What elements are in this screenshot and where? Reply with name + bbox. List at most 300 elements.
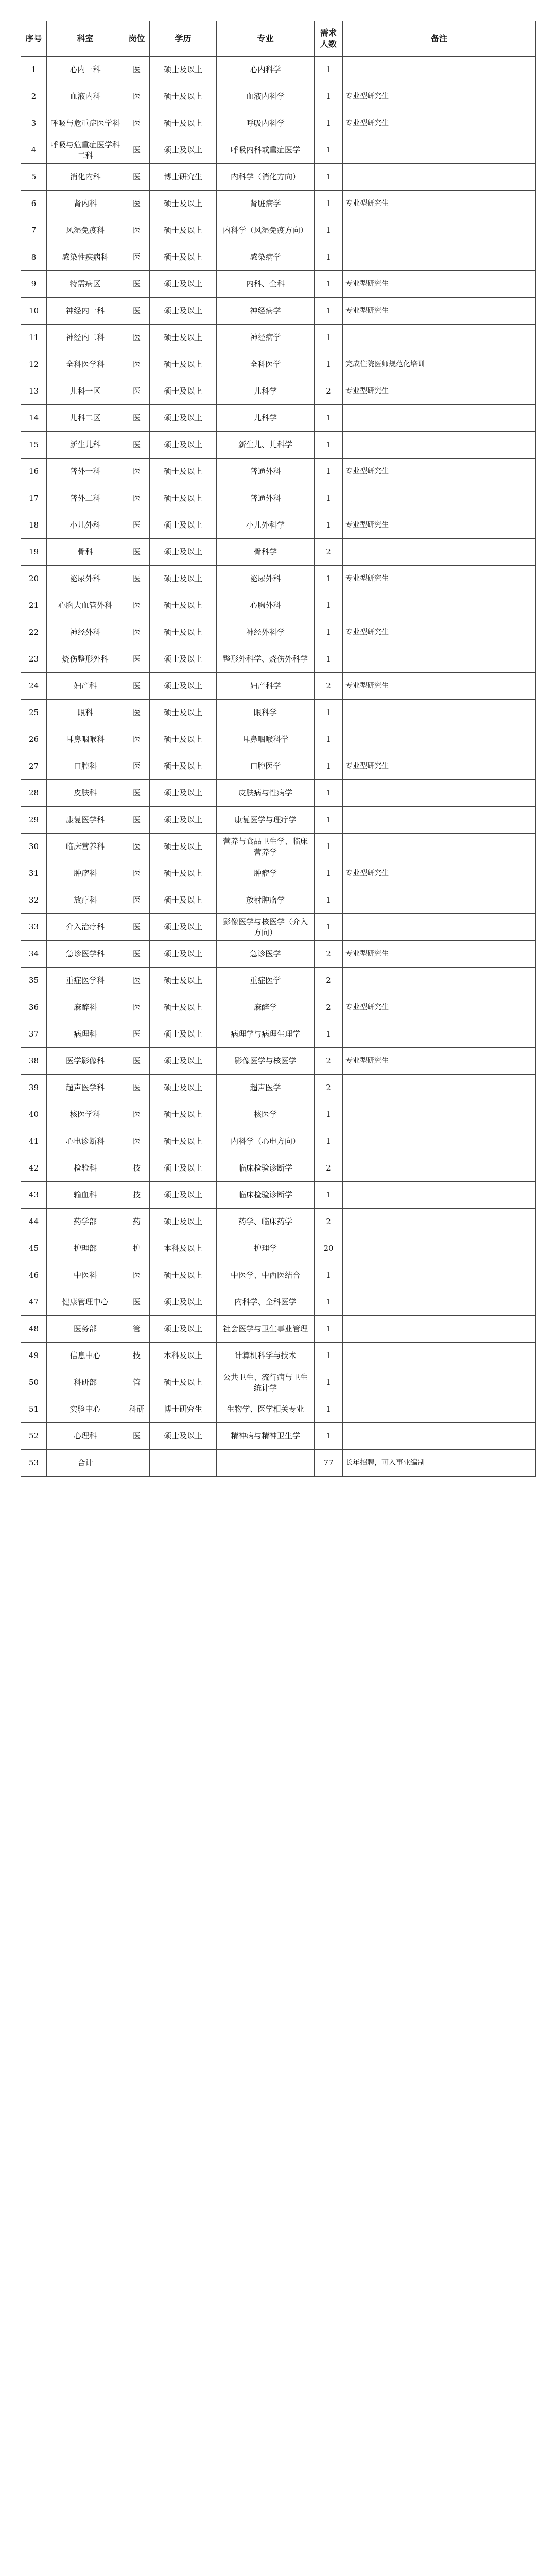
cell-col-remarks: 专业型研究生 bbox=[343, 512, 536, 539]
cell-col-no: 37 bbox=[21, 1021, 47, 1048]
cell-col-major: 生物学、医学相关专业 bbox=[217, 1396, 315, 1423]
cell-col-education: 博士研究生 bbox=[150, 164, 217, 191]
cell-col-count: 1 bbox=[315, 1316, 343, 1343]
cell-col-education: 硕士及以上 bbox=[150, 1423, 217, 1450]
header-col-post: 岗位 bbox=[124, 21, 150, 57]
cell-col-education: 硕士及以上 bbox=[150, 57, 217, 83]
cell-col-major: 临床检验诊断学 bbox=[217, 1182, 315, 1209]
cell-col-count: 1 bbox=[315, 914, 343, 941]
table-row bbox=[21, 459, 536, 485]
cell-col-remarks: 专业型研究生 bbox=[343, 271, 536, 298]
table-row bbox=[21, 619, 536, 646]
cell-col-major: 神经病学 bbox=[217, 325, 315, 351]
table-row bbox=[21, 325, 536, 351]
cell-col-major: 内科学（消化方向） bbox=[217, 164, 315, 191]
cell-col-major: 肾脏病学 bbox=[217, 191, 315, 217]
cell-col-count: 2 bbox=[315, 994, 343, 1021]
cell-col-remarks bbox=[343, 1316, 536, 1343]
table-row bbox=[21, 1343, 536, 1369]
table-row bbox=[21, 1316, 536, 1343]
cell-col-no: 45 bbox=[21, 1235, 47, 1262]
cell-col-no: 49 bbox=[21, 1343, 47, 1369]
cell-col-department: 特需病区 bbox=[47, 271, 124, 298]
cell-col-remarks: 专业型研究生 bbox=[343, 459, 536, 485]
cell-col-post: 技 bbox=[124, 1343, 150, 1369]
table-row bbox=[21, 1128, 536, 1155]
cell-col-no: 19 bbox=[21, 539, 47, 566]
cell-col-post: 医 bbox=[124, 941, 150, 968]
table-row bbox=[21, 1075, 536, 1101]
cell-col-remarks: 专业型研究生 bbox=[343, 566, 536, 592]
cell-col-education: 硕士及以上 bbox=[150, 1369, 217, 1396]
cell-col-count: 1 bbox=[315, 1128, 343, 1155]
cell-col-no: 10 bbox=[21, 298, 47, 325]
cell-col-department: 风湿免疫科 bbox=[47, 217, 124, 244]
cell-col-education: 硕士及以上 bbox=[150, 512, 217, 539]
cell-col-department: 神经内二科 bbox=[47, 325, 124, 351]
cell-col-count: 2 bbox=[315, 1155, 343, 1182]
cell-col-department: 小儿外科 bbox=[47, 512, 124, 539]
cell-col-major: 神经病学 bbox=[217, 298, 315, 325]
table-row bbox=[21, 271, 536, 298]
cell-col-remarks: 专业型研究生 bbox=[343, 673, 536, 700]
cell-col-department: 骨科 bbox=[47, 539, 124, 566]
cell-col-education: 硕士及以上 bbox=[150, 325, 217, 351]
cell-col-count: 1 bbox=[315, 485, 343, 512]
cell-col-major: 超声医学 bbox=[217, 1075, 315, 1101]
table-row bbox=[21, 941, 536, 968]
cell-col-education: 硕士及以上 bbox=[150, 405, 217, 432]
cell-col-education: 硕士及以上 bbox=[150, 1289, 217, 1316]
cell-col-department: 心胸大血管外科 bbox=[47, 592, 124, 619]
cell-col-post: 技 bbox=[124, 1182, 150, 1209]
cell-col-remarks bbox=[343, 57, 536, 83]
cell-col-remarks bbox=[343, 592, 536, 619]
recruitment-table bbox=[21, 21, 536, 1477]
cell-col-major: 计算机科学与技术 bbox=[217, 1343, 315, 1369]
cell-col-department: 口腔科 bbox=[47, 753, 124, 780]
cell-col-no: 25 bbox=[21, 700, 47, 726]
cell-col-department: 皮肤科 bbox=[47, 780, 124, 807]
cell-col-major: 耳鼻咽喉科学 bbox=[217, 726, 315, 753]
cell-col-no: 31 bbox=[21, 860, 47, 887]
cell-col-no: 14 bbox=[21, 405, 47, 432]
cell-col-education: 硕士及以上 bbox=[150, 217, 217, 244]
cell-col-count: 1 bbox=[315, 1101, 343, 1128]
cell-col-department: 耳鼻咽喉科 bbox=[47, 726, 124, 753]
cell-col-remarks: 专业型研究生 bbox=[343, 753, 536, 780]
cell-col-no: 15 bbox=[21, 432, 47, 459]
cell-col-post: 医 bbox=[124, 673, 150, 700]
cell-col-major: 中医学、中西医结合 bbox=[217, 1262, 315, 1289]
table-row bbox=[21, 673, 536, 700]
cell-col-major: 小儿外科学 bbox=[217, 512, 315, 539]
table-row bbox=[21, 512, 536, 539]
cell-col-no: 26 bbox=[21, 726, 47, 753]
cell-col-department: 合计 bbox=[47, 1450, 124, 1477]
cell-col-no: 34 bbox=[21, 941, 47, 968]
cell-col-count: 1 bbox=[315, 459, 343, 485]
cell-col-major: 皮肤病与性病学 bbox=[217, 780, 315, 807]
cell-col-education: 硕士及以上 bbox=[150, 485, 217, 512]
cell-col-education: 硕士及以上 bbox=[150, 1021, 217, 1048]
cell-col-major: 儿科学 bbox=[217, 405, 315, 432]
cell-col-post: 医 bbox=[124, 780, 150, 807]
cell-col-department: 心内一科 bbox=[47, 57, 124, 83]
cell-col-count: 2 bbox=[315, 1209, 343, 1235]
cell-col-major: 呼吸内科学 bbox=[217, 110, 315, 137]
table-row bbox=[21, 807, 536, 834]
cell-col-post: 医 bbox=[124, 887, 150, 914]
cell-col-major: 整形外科学、烧伤外科学 bbox=[217, 646, 315, 673]
cell-col-remarks: 专业型研究生 bbox=[343, 860, 536, 887]
header-row bbox=[21, 21, 536, 57]
cell-col-no: 48 bbox=[21, 1316, 47, 1343]
cell-col-post: 医 bbox=[124, 1075, 150, 1101]
cell-col-department: 泌尿外科 bbox=[47, 566, 124, 592]
cell-col-post: 医 bbox=[124, 1423, 150, 1450]
cell-col-education: 硕士及以上 bbox=[150, 137, 217, 164]
cell-col-education: 硕士及以上 bbox=[150, 566, 217, 592]
table-row bbox=[21, 244, 536, 271]
cell-col-no: 16 bbox=[21, 459, 47, 485]
cell-col-major: 护理学 bbox=[217, 1235, 315, 1262]
cell-col-remarks bbox=[343, 726, 536, 753]
cell-col-remarks: 专业型研究生 bbox=[343, 1048, 536, 1075]
table-body bbox=[21, 57, 536, 1477]
cell-col-department: 普外二科 bbox=[47, 485, 124, 512]
cell-col-post: 管 bbox=[124, 1369, 150, 1396]
header-col-count: 需求人数 bbox=[315, 21, 343, 57]
cell-col-no: 46 bbox=[21, 1262, 47, 1289]
header-col-no: 序号 bbox=[21, 21, 47, 57]
cell-col-count: 1 bbox=[315, 619, 343, 646]
cell-col-count: 1 bbox=[315, 432, 343, 459]
cell-col-no: 32 bbox=[21, 887, 47, 914]
cell-col-post: 医 bbox=[124, 485, 150, 512]
cell-col-major: 儿科学 bbox=[217, 378, 315, 405]
cell-col-department: 护理部 bbox=[47, 1235, 124, 1262]
cell-col-major: 心胸外科 bbox=[217, 592, 315, 619]
cell-col-education: 硕士及以上 bbox=[150, 271, 217, 298]
cell-col-post: 药 bbox=[124, 1209, 150, 1235]
cell-col-post: 医 bbox=[124, 1289, 150, 1316]
cell-col-count: 2 bbox=[315, 673, 343, 700]
cell-col-department: 检验科 bbox=[47, 1155, 124, 1182]
cell-col-count: 1 bbox=[315, 405, 343, 432]
cell-col-count: 1 bbox=[315, 1396, 343, 1423]
cell-col-count: 1 bbox=[315, 700, 343, 726]
cell-col-major: 麻醉学 bbox=[217, 994, 315, 1021]
cell-col-major: 病理学与病理生理学 bbox=[217, 1021, 315, 1048]
cell-col-post: 技 bbox=[124, 1155, 150, 1182]
cell-col-major: 内科学、全科医学 bbox=[217, 1289, 315, 1316]
table-row bbox=[21, 1235, 536, 1262]
table-row bbox=[21, 646, 536, 673]
cell-col-post: 医 bbox=[124, 700, 150, 726]
cell-col-department: 放疗科 bbox=[47, 887, 124, 914]
cell-col-major: 放射肿瘤学 bbox=[217, 887, 315, 914]
cell-col-no: 33 bbox=[21, 914, 47, 941]
cell-col-major: 肿瘤学 bbox=[217, 860, 315, 887]
cell-col-education: 硕士及以上 bbox=[150, 860, 217, 887]
cell-col-department: 超声医学科 bbox=[47, 1075, 124, 1101]
table-row bbox=[21, 994, 536, 1021]
cell-col-post: 医 bbox=[124, 512, 150, 539]
cell-col-count: 1 bbox=[315, 726, 343, 753]
table-row bbox=[21, 298, 536, 325]
cell-col-education: 硕士及以上 bbox=[150, 1209, 217, 1235]
cell-col-department: 呼吸与危重症医学科 bbox=[47, 110, 124, 137]
cell-col-major: 急诊医学 bbox=[217, 941, 315, 968]
cell-col-post: 医 bbox=[124, 244, 150, 271]
cell-col-education: 硕士及以上 bbox=[150, 753, 217, 780]
cell-col-department: 临床营养科 bbox=[47, 834, 124, 860]
cell-col-count: 1 bbox=[315, 351, 343, 378]
cell-col-remarks bbox=[343, 1423, 536, 1450]
cell-col-post: 医 bbox=[124, 271, 150, 298]
cell-col-department: 肿瘤科 bbox=[47, 860, 124, 887]
cell-col-no: 53 bbox=[21, 1450, 47, 1477]
cell-col-major: 感染病学 bbox=[217, 244, 315, 271]
cell-col-remarks bbox=[343, 780, 536, 807]
cell-col-no: 51 bbox=[21, 1396, 47, 1423]
table-row bbox=[21, 1209, 536, 1235]
table-row bbox=[21, 83, 536, 110]
cell-col-no: 13 bbox=[21, 378, 47, 405]
cell-col-no: 12 bbox=[21, 351, 47, 378]
cell-col-count: 1 bbox=[315, 512, 343, 539]
cell-col-count: 1 bbox=[315, 1423, 343, 1450]
cell-col-department: 重症医学科 bbox=[47, 968, 124, 994]
table-row bbox=[21, 700, 536, 726]
table-row bbox=[21, 1450, 536, 1477]
cell-col-remarks bbox=[343, 1369, 536, 1396]
cell-col-count: 2 bbox=[315, 1048, 343, 1075]
cell-col-education: 硕士及以上 bbox=[150, 807, 217, 834]
cell-col-remarks bbox=[343, 244, 536, 271]
table-row bbox=[21, 1396, 536, 1423]
cell-col-count: 1 bbox=[315, 753, 343, 780]
cell-col-education: 本科及以上 bbox=[150, 1343, 217, 1369]
cell-col-major: 精神病与精神卫生学 bbox=[217, 1423, 315, 1450]
table-row bbox=[21, 432, 536, 459]
cell-col-remarks bbox=[343, 539, 536, 566]
cell-col-department: 病理科 bbox=[47, 1021, 124, 1048]
cell-col-no: 2 bbox=[21, 83, 47, 110]
cell-col-major: 妇产科学 bbox=[217, 673, 315, 700]
cell-col-education: 硕士及以上 bbox=[150, 1262, 217, 1289]
cell-col-department: 心电诊断科 bbox=[47, 1128, 124, 1155]
table-row bbox=[21, 780, 536, 807]
table-row bbox=[21, 887, 536, 914]
cell-col-no: 43 bbox=[21, 1182, 47, 1209]
cell-col-education: 硕士及以上 bbox=[150, 1048, 217, 1075]
cell-col-education: 硕士及以上 bbox=[150, 1182, 217, 1209]
table-row bbox=[21, 914, 536, 941]
table-row bbox=[21, 753, 536, 780]
cell-col-department: 感染性疾病科 bbox=[47, 244, 124, 271]
header-col-major: 专业 bbox=[217, 21, 315, 57]
cell-col-no: 38 bbox=[21, 1048, 47, 1075]
table-row bbox=[21, 485, 536, 512]
table-row bbox=[21, 405, 536, 432]
cell-col-education: 硕士及以上 bbox=[150, 646, 217, 673]
cell-col-department: 神经外科 bbox=[47, 619, 124, 646]
cell-col-department: 输血科 bbox=[47, 1182, 124, 1209]
cell-col-no: 39 bbox=[21, 1075, 47, 1101]
cell-col-remarks: 长年招聘，可入事业编制 bbox=[343, 1450, 536, 1477]
cell-col-post bbox=[124, 1450, 150, 1477]
cell-col-no: 24 bbox=[21, 673, 47, 700]
cell-col-major: 心内科学 bbox=[217, 57, 315, 83]
cell-col-department: 全科医学科 bbox=[47, 351, 124, 378]
cell-col-post: 医 bbox=[124, 1101, 150, 1128]
cell-col-count: 1 bbox=[315, 1182, 343, 1209]
cell-col-department: 介入治疗科 bbox=[47, 914, 124, 941]
table-row bbox=[21, 1048, 536, 1075]
cell-col-post: 医 bbox=[124, 405, 150, 432]
cell-col-no: 41 bbox=[21, 1128, 47, 1155]
cell-col-post: 医 bbox=[124, 753, 150, 780]
cell-col-post: 医 bbox=[124, 860, 150, 887]
cell-col-remarks bbox=[343, 325, 536, 351]
cell-col-remarks bbox=[343, 1075, 536, 1101]
cell-col-education: 硕士及以上 bbox=[150, 191, 217, 217]
cell-col-education: 硕士及以上 bbox=[150, 432, 217, 459]
cell-col-post: 医 bbox=[124, 298, 150, 325]
table-row bbox=[21, 1155, 536, 1182]
cell-col-major: 影像医学与核医学 bbox=[217, 1048, 315, 1075]
cell-col-department: 核医学科 bbox=[47, 1101, 124, 1128]
cell-col-no: 6 bbox=[21, 191, 47, 217]
cell-col-count: 1 bbox=[315, 271, 343, 298]
cell-col-count: 2 bbox=[315, 378, 343, 405]
cell-col-remarks: 专业型研究生 bbox=[343, 378, 536, 405]
cell-col-count: 1 bbox=[315, 592, 343, 619]
table-row bbox=[21, 137, 536, 164]
cell-col-major: 内科学（心电方向） bbox=[217, 1128, 315, 1155]
cell-col-remarks bbox=[343, 1021, 536, 1048]
cell-col-major: 普通外科 bbox=[217, 459, 315, 485]
cell-col-remarks: 专业型研究生 bbox=[343, 298, 536, 325]
cell-col-remarks bbox=[343, 1235, 536, 1262]
cell-col-post: 医 bbox=[124, 1128, 150, 1155]
cell-col-remarks bbox=[343, 485, 536, 512]
cell-col-remarks: 专业型研究生 bbox=[343, 941, 536, 968]
cell-col-education: 硕士及以上 bbox=[150, 539, 217, 566]
cell-col-no: 52 bbox=[21, 1423, 47, 1450]
cell-col-major: 康复医学与理疗学 bbox=[217, 807, 315, 834]
cell-col-post: 医 bbox=[124, 566, 150, 592]
cell-col-count: 1 bbox=[315, 57, 343, 83]
cell-col-count: 1 bbox=[315, 325, 343, 351]
cell-col-major: 营养与食品卫生学、临床营养学 bbox=[217, 834, 315, 860]
cell-col-department: 中医科 bbox=[47, 1262, 124, 1289]
cell-col-department: 麻醉科 bbox=[47, 994, 124, 1021]
cell-col-count: 77 bbox=[315, 1450, 343, 1477]
cell-col-count: 2 bbox=[315, 968, 343, 994]
cell-col-education: 硕士及以上 bbox=[150, 914, 217, 941]
cell-col-count: 1 bbox=[315, 807, 343, 834]
cell-col-major: 呼吸内科或重症医学 bbox=[217, 137, 315, 164]
table-row bbox=[21, 1262, 536, 1289]
cell-col-education bbox=[150, 1450, 217, 1477]
cell-col-no: 21 bbox=[21, 592, 47, 619]
cell-col-count: 1 bbox=[315, 1262, 343, 1289]
table-row bbox=[21, 1289, 536, 1316]
cell-col-remarks bbox=[343, 1289, 536, 1316]
cell-col-major: 全科医学 bbox=[217, 351, 315, 378]
cell-col-remarks bbox=[343, 1262, 536, 1289]
cell-col-no: 27 bbox=[21, 753, 47, 780]
cell-col-remarks bbox=[343, 968, 536, 994]
cell-col-major: 影像医学与核医学（介入方向） bbox=[217, 914, 315, 941]
cell-col-education: 硕士及以上 bbox=[150, 700, 217, 726]
table-row bbox=[21, 351, 536, 378]
cell-col-post: 医 bbox=[124, 137, 150, 164]
cell-col-post: 医 bbox=[124, 378, 150, 405]
table-row bbox=[21, 860, 536, 887]
cell-col-count: 1 bbox=[315, 1343, 343, 1369]
cell-col-remarks bbox=[343, 807, 536, 834]
cell-col-department: 血液内科 bbox=[47, 83, 124, 110]
cell-col-major: 普通外科 bbox=[217, 485, 315, 512]
cell-col-education: 硕士及以上 bbox=[150, 244, 217, 271]
cell-col-education: 硕士及以上 bbox=[150, 351, 217, 378]
cell-col-department: 消化内科 bbox=[47, 164, 124, 191]
cell-col-post: 医 bbox=[124, 646, 150, 673]
cell-col-count: 1 bbox=[315, 217, 343, 244]
cell-col-department: 科研部 bbox=[47, 1369, 124, 1396]
cell-col-count: 1 bbox=[315, 83, 343, 110]
cell-col-remarks bbox=[343, 432, 536, 459]
header-col-remarks: 备注 bbox=[343, 21, 536, 57]
cell-col-no: 28 bbox=[21, 780, 47, 807]
cell-col-remarks bbox=[343, 164, 536, 191]
cell-col-remarks bbox=[343, 1209, 536, 1235]
cell-col-department: 烧伤整形外科 bbox=[47, 646, 124, 673]
table-row bbox=[21, 566, 536, 592]
cell-col-department: 儿科二区 bbox=[47, 405, 124, 432]
cell-col-no: 3 bbox=[21, 110, 47, 137]
cell-col-post: 医 bbox=[124, 432, 150, 459]
cell-col-no: 30 bbox=[21, 834, 47, 860]
cell-col-post: 医 bbox=[124, 217, 150, 244]
cell-col-post: 医 bbox=[124, 834, 150, 860]
cell-col-major: 血液内科学 bbox=[217, 83, 315, 110]
cell-col-no: 44 bbox=[21, 1209, 47, 1235]
cell-col-count: 2 bbox=[315, 1075, 343, 1101]
table-row bbox=[21, 164, 536, 191]
cell-col-education: 硕士及以上 bbox=[150, 592, 217, 619]
cell-col-post: 医 bbox=[124, 57, 150, 83]
cell-col-department: 医务部 bbox=[47, 1316, 124, 1343]
cell-col-department: 心理科 bbox=[47, 1423, 124, 1450]
table-row bbox=[21, 968, 536, 994]
cell-col-education: 硕士及以上 bbox=[150, 1075, 217, 1101]
cell-col-post: 护 bbox=[124, 1235, 150, 1262]
cell-col-major: 公共卫生、流行病与卫生统计学 bbox=[217, 1369, 315, 1396]
cell-col-post: 医 bbox=[124, 164, 150, 191]
cell-col-remarks bbox=[343, 646, 536, 673]
cell-col-count: 2 bbox=[315, 941, 343, 968]
cell-col-department: 信息中心 bbox=[47, 1343, 124, 1369]
cell-col-post: 医 bbox=[124, 807, 150, 834]
cell-col-major: 神经外科学 bbox=[217, 619, 315, 646]
cell-col-department: 呼吸与危重症医学科二科 bbox=[47, 137, 124, 164]
cell-col-no: 8 bbox=[21, 244, 47, 271]
